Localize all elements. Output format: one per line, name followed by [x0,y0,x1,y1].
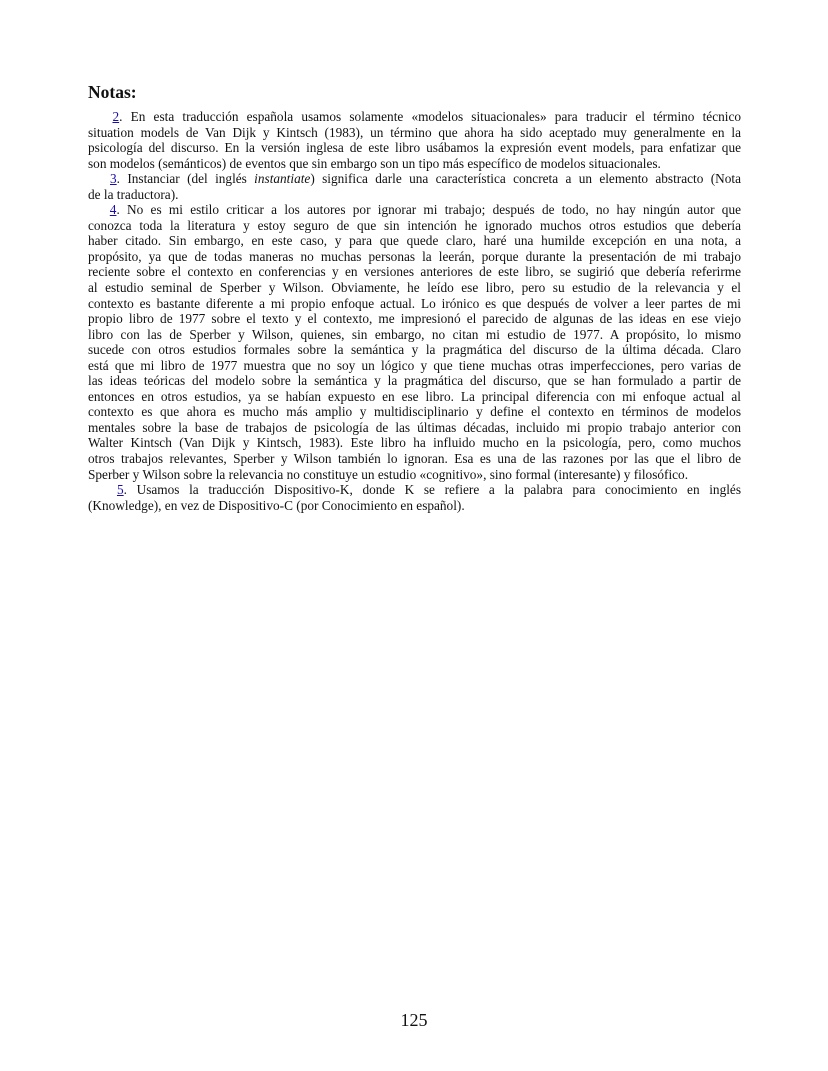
footnote-text: entonces en otros estudios, ya se habían expuesto en ese libro. La principal diferencia con mi enfoque actual al [88,388,741,404]
footnote-line [88,125,741,141]
footnote-text: contexto es que ahora es mucho más amplio y multidisciplinario y define el contexto en términos de modelos [88,404,741,420]
footnote-text: Walter Kintsch (Van Dijk y Kintsch, 1983). Este libro ha influido mucho en la psicología, pero, como muchos [88,435,741,451]
footnote-text: está que mi libro de 1977 muestra que no soy un lógico y que tiene muchas otras imperfecciones, pero varias de [88,357,741,373]
notes-list [88,109,741,513]
page-number: 125 [400,1010,428,1030]
footnote-text: sucede con otros estudios formales sobre la semántica y la pragmática del discurso de la última década. Claro [88,342,741,358]
footnote-text: (Knowledge), en vez de Dispositivo-C (por Conocimiento en español). [88,497,465,513]
footnote-text: de la traductora). [88,186,179,202]
footnote-backlink[interactable]: 4 [109,202,117,218]
footnote-text: mentales sobre la base de trabajos de psicología de las últimas décadas, incluido mi propio trabajo anterior con [88,419,741,435]
footnote-4 [88,202,741,482]
footnote-text: al estudio seminal de Sperber y Wilson. Obviamente, he leído ese libro, pero su estudio de la relevancia y el [88,280,741,296]
footnote-text: Sperber y Wilson sobre la relevancia no constituye un estudio «cognitivo», sino formal (interesante) y filosófico. [88,466,689,482]
footnote-line [88,467,741,483]
footnote-line [88,311,741,327]
footnote-line [88,373,741,389]
footnote-line [88,249,741,265]
footnote-text: reciente sobre el contexto en conferencias y en versiones anteriores de este libro, se sugirió que debería referirme [88,264,741,280]
footnote-line [88,280,741,296]
footnote-backlink[interactable]: 5 [116,482,124,498]
footnote-line [88,420,741,436]
footnote-line [88,109,741,125]
footnote-text: . No es mi estilo criticar a los autores por ignorar mi trabajo; después de todo, no hay ningún autor que [116,202,741,218]
footnote-text: conozca toda la literatura y estoy seguro de que sin intención he ignorado muchos otros estudios que debería [88,217,741,233]
footnote-line [88,187,741,203]
footnote-line [88,156,741,172]
footnote-line [88,358,741,374]
footnote-line [88,296,741,312]
footnote-text: son modelos (semánticos) de eventos que sin embargo son un tipo más específico de modelos situacionales. [88,155,661,171]
footnote-backlink[interactable]: 3 [110,171,117,187]
footnote-line [88,498,741,514]
footnote-line [88,264,741,280]
notes-heading: Notas: [88,82,137,102]
footnote-text: otros trabajos relevantes, Sperber y Wilson también lo ignoran. Esa es una de las razones por las que el libro de [88,451,741,467]
footnote-text: . Usamos la traducción Dispositivo-K, donde K se refiere a la palabra para conocimiento en inglés [123,482,742,498]
footnote-line [88,202,741,218]
footnote-text: ) significa darle una característica concreta a un elemento abstracto (Nota [310,171,741,187]
italic-term: instantiate [254,171,311,187]
footnote-line [88,435,741,451]
footnote-3 [88,171,741,202]
footnote-text: propio libro de 1977 sobre el texto y el contexto, me impresionó el parecido de algunas de las ideas en ese viejo [88,311,741,327]
footnote-5 [88,482,741,513]
footnote-line [88,218,741,234]
footnote-line [88,404,741,420]
footnote-text: . Instanciar (del inglés [116,171,255,187]
footnote-line [88,327,741,343]
footnote-backlink[interactable]: 2 [112,109,120,124]
footnote-text: situation models de Van Dijk y Kintsch (1983), un término que ahora ha sido aceptado muy generalmente en la [88,124,741,140]
footnote-text: haber citado. Sin embargo, en este caso, y para que quede claro, haré una humilde excepción en una nota, a [88,233,741,249]
footnote-line [88,389,741,405]
footnote-line [88,451,741,467]
footnote-text: . En esta traducción española usamos solamente «modelos situacionales» para traducir el término técnico [119,109,741,124]
footnote-line [88,171,741,187]
footnote-2 [88,109,741,171]
footnote-line [88,342,741,358]
footnote-line [88,140,741,156]
footnote-text: psicología del discurso. En la versión inglesa de este libro usábamos la expresión event models, para enfatizar que [88,140,741,156]
footnote-line [88,482,741,498]
footnote-text: contexto es bastante diferente a mi propio enfoque actual. Lo irónico es que después de volver a leer partes de mi [88,295,741,311]
footnote-text: propósito, ya que de todas maneras no muchas personas la leerán, porque durante la presentación de mi trabajo [88,248,741,264]
footnote-text: libro con las de Sperber y Wilson, quienes, sin embargo, no citan mi estudio de 1977. A propósito, lo mismo [88,326,741,342]
footnote-text: las ideas teóricas del modelo sobre la semántica y la pragmática del discurso, que se han formulado a partir de [88,373,741,389]
footnote-line [88,233,741,249]
